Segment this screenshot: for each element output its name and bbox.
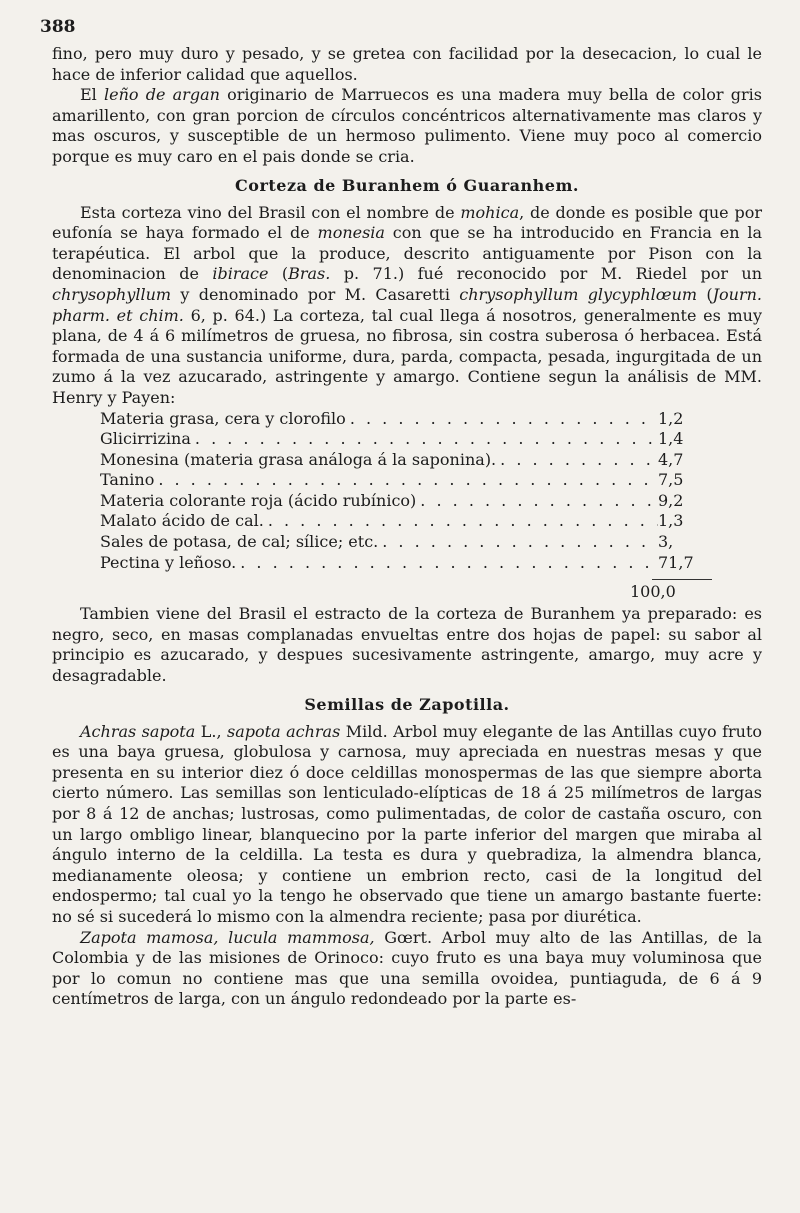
paragraph-zapota-mamosa: Zapota mamosa, lucula mammosa, Gœrt. Arbol muy alto de las Antillas, de la Colombia y de las misiones de Orinoco: cuyo fruto es una baya muy voluminosa que por lo comun no contiene mas que una semilla ovoidea, puntiaguda, de 6 á 9 centímetros de larga, con un ángulo redondeado por la parte es- [52, 927, 762, 1009]
composition-table [100, 409, 712, 605]
composition-row: Materia grasa, cera y clorofilo . . . 1,2 [100, 409, 712, 430]
composition-row: Malato ácido de cal. . . . 1,3 [100, 511, 712, 532]
paragraph-buranhem-bark: Esta corteza vino del Brasil con el nombre de mohica, de donde es posible que por eufonía se haya formado el de monesia con que se ha introducido en Francia en la terapéutica. El arbol que la produce, descrito antiguamente por Pison con la denominacion de ibirace (Bras. p. 71.) fué reconocido por M. Riedel por un chrysophyllum y denominado por M. Casaretti chrysophyllum glycyphlœum (Journ. pharm. et chim. 6, p. 64.) La corteza, tal cual llega á nosotros, generalmente es muy plana, de 4 á 6 milímetros de gruesa, no fibrosa, sin costra suberosa ó herbacea. Está formada de una sustancia uniforme, dura, parda, compacta, pesada, ingurgitada de un zumo á la vez azucarado, astringente y amargo. Contiene segun la análisis de MM. Henry y Payen: [52, 202, 763, 407]
composition-row: Sales de potasa, de cal; sílice; etc. . . . 3, [100, 532, 712, 553]
composition-row: Monesina (materia grasa análoga á la saponina). . . . 4,7 [100, 450, 712, 471]
section-heading-zapotilla: Semillas de Zapotilla. [304, 694, 510, 714]
composition-row: Tanino . . . 7,5 [100, 470, 712, 491]
paragraph-continuation: fino, pero muy duro y pesado, y se gretea con facilidad por la desecacion, lo cual le hace de inferior calidad que aquellos. [52, 44, 762, 84]
page-number: 388 [40, 17, 76, 37]
paragraph-argan-wood: El leño de argan originario de Marruecos es una madera muy bella de color gris amarillento, con gran porcion de círculos concéntricos alternativamente mas claros y mas oscuros, y susceptible de un hermoso pulimento. Viene muy poco al comercio porque es muy caro en el pais donde se cria. [52, 85, 762, 166]
composition-row: Glicirrizina . . . 1,4 [100, 429, 712, 450]
paragraph-buranhem-extract: Tambien viene del Brasil el estracto de la corteza de Buranhem ya preparado: es negro, seco, en masas complanadas envueltas entre dos hojas de papel: su sabor al principio es azucarado, y despues sucesivamente astringente, amargo, muy acre y desagradable. [52, 604, 762, 686]
section-heading-buranhem: Corteza de Buranhem ó Guaranhem. [235, 175, 579, 195]
paragraph-achras-sapota: Achras sapota L., sapota achras Mild. Arbol muy elegante de las Antillas cuyo fruto es una baya gruesa, globulosa y carnosa, muy apreciada en nuestras mesas y que presenta en su interior diez ó doce celdillas monospermas de las que siempre aborta cierto número. Las semillas son lenticulado-elípticas de 18 á 25 milímetros de largas por 8 á 12 de anchas; lustrosas, como pulimentadas, de color de castaña oscuro, con un largo ombligo linear, blanquecino por la parte inferior del margen que miraba al ángulo interno de la celdilla. La testa es dura y quebradiza, la almendra blanca, medianamente oleosa; y contiene un embrion recto, casi de la longitud del endospermo; tal cual yo la tengo he observado que tiene un amargo bastante fuerte: no sé si sucederá lo mismo con la almendra reciente; pasa por diurética. [52, 721, 763, 926]
composition-total: 100,0 [630, 582, 676, 602]
composition-row: Materia colorante roja (ácido rubínico) . . . 9,2 [100, 491, 712, 512]
book-page [40, 10, 763, 1010]
composition-row: Pectina y leñoso. . . . 71,7 [100, 553, 712, 574]
